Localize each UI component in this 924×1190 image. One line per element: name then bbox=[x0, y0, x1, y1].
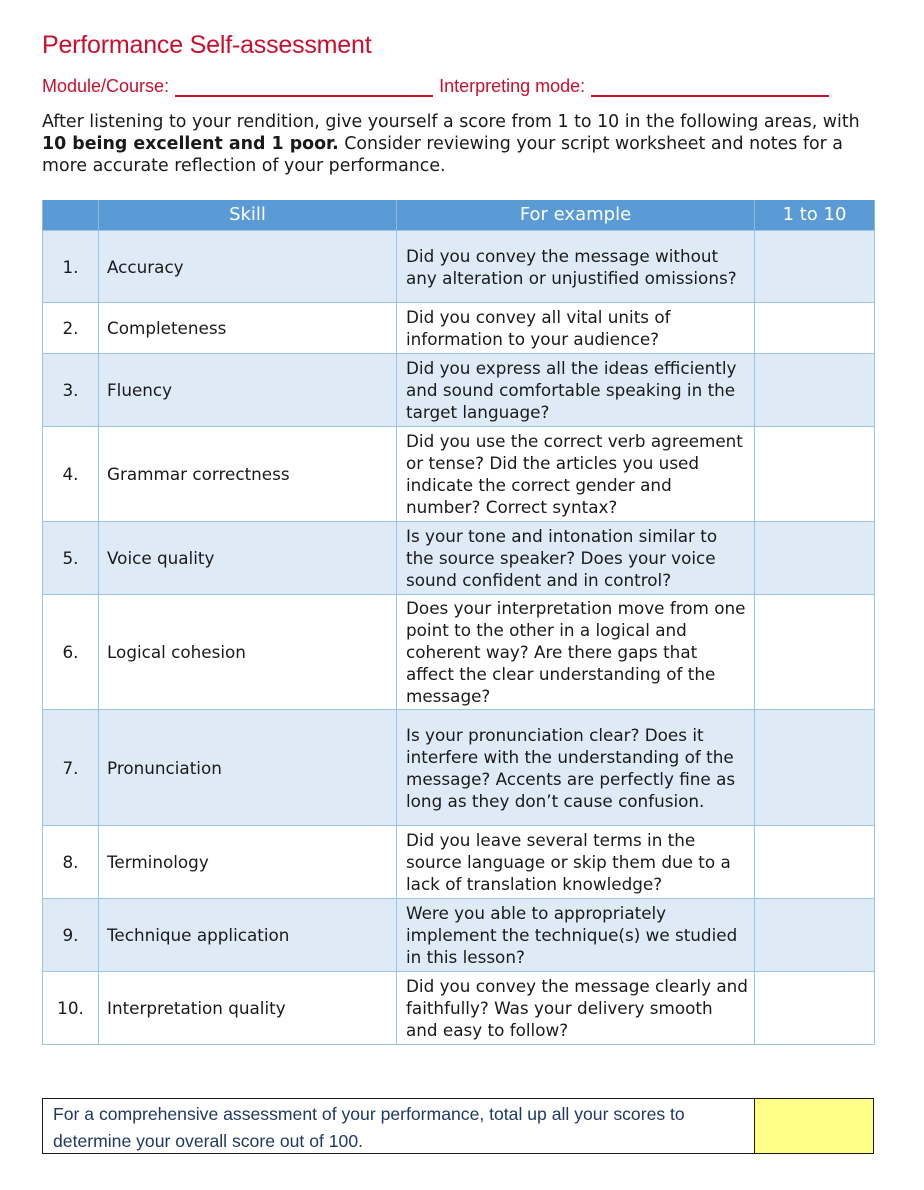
row-example: Did you leave several terms in the source language or skip them due to a lack of translation knowledge? bbox=[397, 826, 755, 899]
row-skill: Grammar correctness bbox=[99, 427, 397, 522]
score-cell-pronunciation[interactable] bbox=[755, 710, 875, 826]
table-row bbox=[43, 522, 875, 595]
row-number: 6. bbox=[43, 595, 99, 710]
header-example: For example bbox=[397, 200, 755, 231]
module-course-input[interactable] bbox=[175, 79, 433, 97]
skills-table bbox=[42, 200, 875, 1045]
score-cell-interpretation-quality[interactable] bbox=[755, 972, 875, 1045]
instructions-text-2: Consider reviewing your script worksheet and notes for a more accurate reflection of your performance. bbox=[42, 134, 843, 176]
row-number: 5. bbox=[43, 522, 99, 595]
table-row bbox=[43, 972, 875, 1045]
header-number bbox=[43, 200, 99, 231]
table-row bbox=[43, 427, 875, 522]
row-number: 8. bbox=[43, 826, 99, 899]
table-row bbox=[43, 899, 875, 972]
row-skill: Pronunciation bbox=[99, 710, 397, 826]
header-skill: Skill bbox=[99, 200, 397, 231]
row-number: 1. bbox=[43, 231, 99, 303]
table-row bbox=[43, 231, 875, 303]
interpreting-mode-input[interactable] bbox=[591, 79, 829, 97]
page-title: Performance Self-assessment bbox=[42, 31, 372, 59]
score-cell-terminology[interactable] bbox=[755, 826, 875, 899]
row-example: Did you convey the message without any alteration or unjustified omissions? bbox=[397, 231, 755, 303]
row-skill: Completeness bbox=[99, 303, 397, 354]
row-example: Did you express all the ideas efficiently and sound comfortable speaking in the target language? bbox=[397, 354, 755, 427]
table-header-row bbox=[43, 200, 875, 231]
row-example: Is your tone and intonation similar to the source speaker? Does your voice sound confident and in control? bbox=[397, 522, 755, 595]
form-fields-row bbox=[42, 76, 882, 97]
row-number: 4. bbox=[43, 427, 99, 522]
header-score: 1 to 10 bbox=[755, 200, 875, 231]
instructions-paragraph bbox=[42, 111, 882, 177]
score-cell-logical-cohesion[interactable] bbox=[755, 595, 875, 710]
table-row bbox=[43, 710, 875, 826]
score-cell-accuracy[interactable] bbox=[755, 231, 875, 303]
row-skill: Fluency bbox=[99, 354, 397, 427]
table-row bbox=[43, 826, 875, 899]
total-score-cell[interactable] bbox=[754, 1099, 873, 1153]
interpreting-mode-label: Interpreting mode: bbox=[439, 76, 586, 96]
score-cell-voice-quality[interactable] bbox=[755, 522, 875, 595]
instructions-bold-text: 10 being excellent and 1 poor. bbox=[42, 134, 339, 154]
row-example: Does your interpretation move from one point to the other in a logical and coherent way? Are there gaps that affect the clear understanding of the message? bbox=[397, 595, 755, 710]
row-number: 3. bbox=[43, 354, 99, 427]
row-example: Were you able to appropriately implement the technique(s) we studied in this lesson? bbox=[397, 899, 755, 972]
total-score-box bbox=[42, 1098, 874, 1154]
row-skill: Technique application bbox=[99, 899, 397, 972]
table-row bbox=[43, 354, 875, 427]
score-cell-technique-application[interactable] bbox=[755, 899, 875, 972]
instructions-text-1: After listening to your rendition, give yourself a score from 1 to 10 in the following areas, with bbox=[42, 112, 860, 132]
row-example: Did you use the correct verb agreement or tense? Did the articles you used indicate the correct gender and number? Correct syntax? bbox=[397, 427, 755, 522]
row-number: 10. bbox=[43, 972, 99, 1045]
score-cell-fluency[interactable] bbox=[755, 354, 875, 427]
row-skill: Accuracy bbox=[99, 231, 397, 303]
row-skill: Terminology bbox=[99, 826, 397, 899]
row-number: 2. bbox=[43, 303, 99, 354]
table-row bbox=[43, 595, 875, 710]
row-skill: Voice quality bbox=[99, 522, 397, 595]
row-skill: Logical cohesion bbox=[99, 595, 397, 710]
module-course-label: Module/Course: bbox=[42, 76, 170, 96]
row-example: Did you convey the message clearly and faithfully? Was your delivery smooth and easy to follow? bbox=[397, 972, 755, 1045]
score-cell-completeness[interactable] bbox=[755, 303, 875, 354]
row-example: Did you convey all vital units of information to your audience? bbox=[397, 303, 755, 354]
total-score-instructions: For a comprehensive assessment of your performance, total up all your scores to determine your overall score out of 100. bbox=[53, 1104, 685, 1151]
row-number: 7. bbox=[43, 710, 99, 826]
row-skill: Interpretation quality bbox=[99, 972, 397, 1045]
score-cell-grammar[interactable] bbox=[755, 427, 875, 522]
row-example: Is your pronunciation clear? Does it interfere with the understanding of the message? Accents are perfectly fine as long as they don’t cause confusion. bbox=[397, 710, 755, 826]
table-row bbox=[43, 303, 875, 354]
row-number: 9. bbox=[43, 899, 99, 972]
